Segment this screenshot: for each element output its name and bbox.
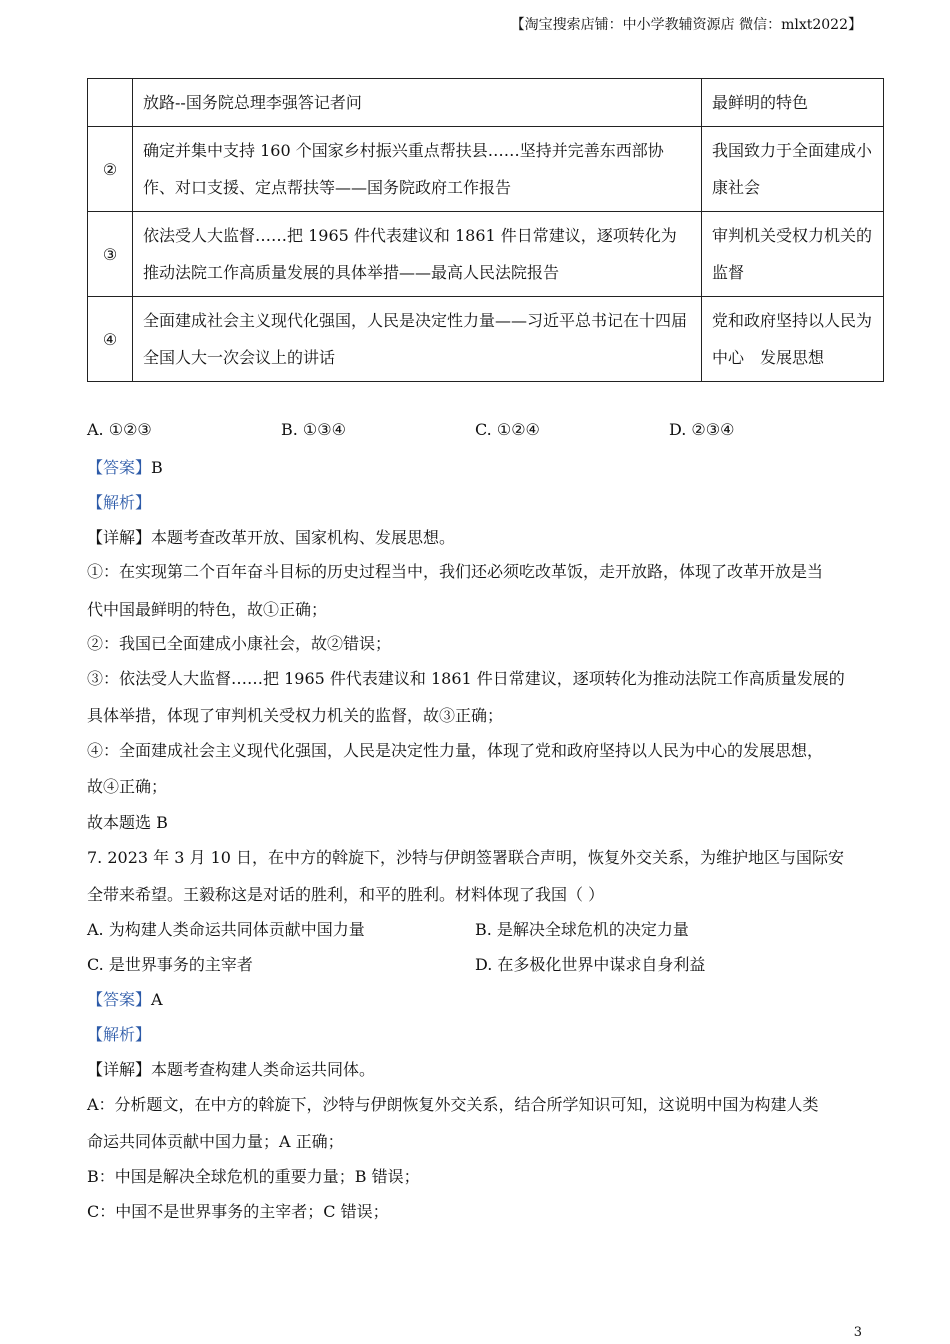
page-number: 3	[853, 1325, 862, 1340]
q7-answer	[87, 987, 163, 1010]
row-feature: 我国致力于全面建成小康社会	[702, 127, 884, 212]
q6-option-a: A. ①②③	[87, 420, 152, 439]
q6-option-b: B. ①③④	[281, 420, 346, 439]
q7-analysis-line: B：中国是解决全球危机的重要力量；B 错误；	[87, 1167, 420, 1186]
table-row	[88, 79, 884, 127]
material-table	[87, 78, 884, 382]
q7-analysis-line: 命运共同体贡献中国力量；A 正确；	[87, 1132, 344, 1151]
answer-tag: 【答案】	[87, 990, 152, 1009]
row-number: ②	[88, 127, 133, 212]
q7-stem: 7. 2023 年 3 月 10 日，在中方的斡旋下，沙特与伊朗签署联合声明，恢复外交关系，为维护地区与国际安	[87, 848, 845, 867]
q6-analysis-line: 具体举措，体现了审判机关受权力机关的监督，故③正确；	[87, 706, 504, 725]
q7-analysis-line: 【详解】本题考查构建人类命运共同体。	[87, 1060, 376, 1079]
q6-analysis-line: 故本题选 B	[87, 813, 168, 832]
row-material: 依法受人大监督……把 1965 件代表建议和 1861 件日常建议，逐项转化为推动法院工作高质量发展的具体举措——最高人民法院报告	[133, 212, 702, 297]
q7-analysis-tag: 【解析】	[87, 1025, 152, 1044]
row-number: ④	[88, 297, 133, 382]
row-number: ③	[88, 212, 133, 297]
row-feature: 最鲜明的特色	[702, 79, 884, 127]
q6-option-d: D. ②③④	[669, 420, 735, 439]
q6-analysis-line: 【详解】本题考查改革开放、国家机构、发展思想。	[87, 528, 456, 547]
q7-option-c: C. 是世界事务的主宰者	[87, 955, 253, 974]
q6-analysis-line: ②：我国已全面建成小康社会，故②错误；	[87, 634, 392, 653]
page-header: 【淘宝搜索店铺：中小学教辅资源店 微信：mlxt2022】	[510, 17, 862, 33]
row-feature: 党和政府坚持以人民为中心 发展思想	[702, 297, 884, 382]
row-material: 确定并集中支持 160 个国家乡村振兴重点帮扶县……坚持并完善东西部协作、对口支援、定点帮扶等——国务院政府工作报告	[133, 127, 702, 212]
answer-tag: 【答案】	[87, 458, 152, 477]
q6-option-c: C. ①②④	[475, 420, 540, 439]
table-row	[88, 297, 884, 382]
answer-value: A	[151, 990, 163, 1009]
q6-analysis-line: ④：全面建成社会主义现代化强国，人民是决定性力量，体现了党和政府坚持以人民为中心的发展思想，	[87, 741, 824, 760]
q7-option-b: B. 是解决全球危机的决定力量	[475, 920, 689, 939]
q6-analysis-line: 故④正确；	[87, 777, 168, 796]
row-feature: 审判机关受权力机关的监督	[702, 212, 884, 297]
q7-analysis-line: C：中国不是世界事务的主宰者；C 错误；	[87, 1202, 389, 1221]
row-material: 放路--国务院总理李强答记者问	[133, 79, 702, 127]
q7-option-a: A. 为构建人类命运共同体贡献中国力量	[87, 920, 365, 939]
table-row	[88, 127, 884, 212]
q6-analysis-line: ③：依法受人大监督……把 1965 件代表建议和 1861 件日常建议，逐项转化为推动法院工作高质量发展的	[87, 669, 845, 688]
row-material: 全面建成社会主义现代化强国，人民是决定性力量——习近平总书记在十四届全国人大一次会议上的讲话	[133, 297, 702, 382]
q6-analysis-line: 代中国最鲜明的特色，故①正确；	[87, 600, 328, 619]
q7-stem: 全带来希望。王毅称这是对话的胜利，和平的胜利。材料体现了我国（ ）	[87, 885, 605, 904]
q7-analysis-line: A：分析题文，在中方的斡旋下，沙特与伊朗恢复外交关系，结合所学知识可知，这说明中国为构建人类	[87, 1095, 819, 1114]
table-row	[88, 212, 884, 297]
q6-analysis-line: ①：在实现第二个百年奋斗目标的历史过程当中，我们还必须吃改革饭，走开放路，体现了改革开放是当	[87, 562, 824, 581]
row-number	[88, 79, 133, 127]
q6-answer	[87, 455, 163, 478]
answer-value: B	[151, 458, 163, 477]
q7-option-d: D. 在多极化世界中谋求自身利益	[475, 955, 706, 974]
q6-analysis-tag: 【解析】	[87, 493, 152, 512]
